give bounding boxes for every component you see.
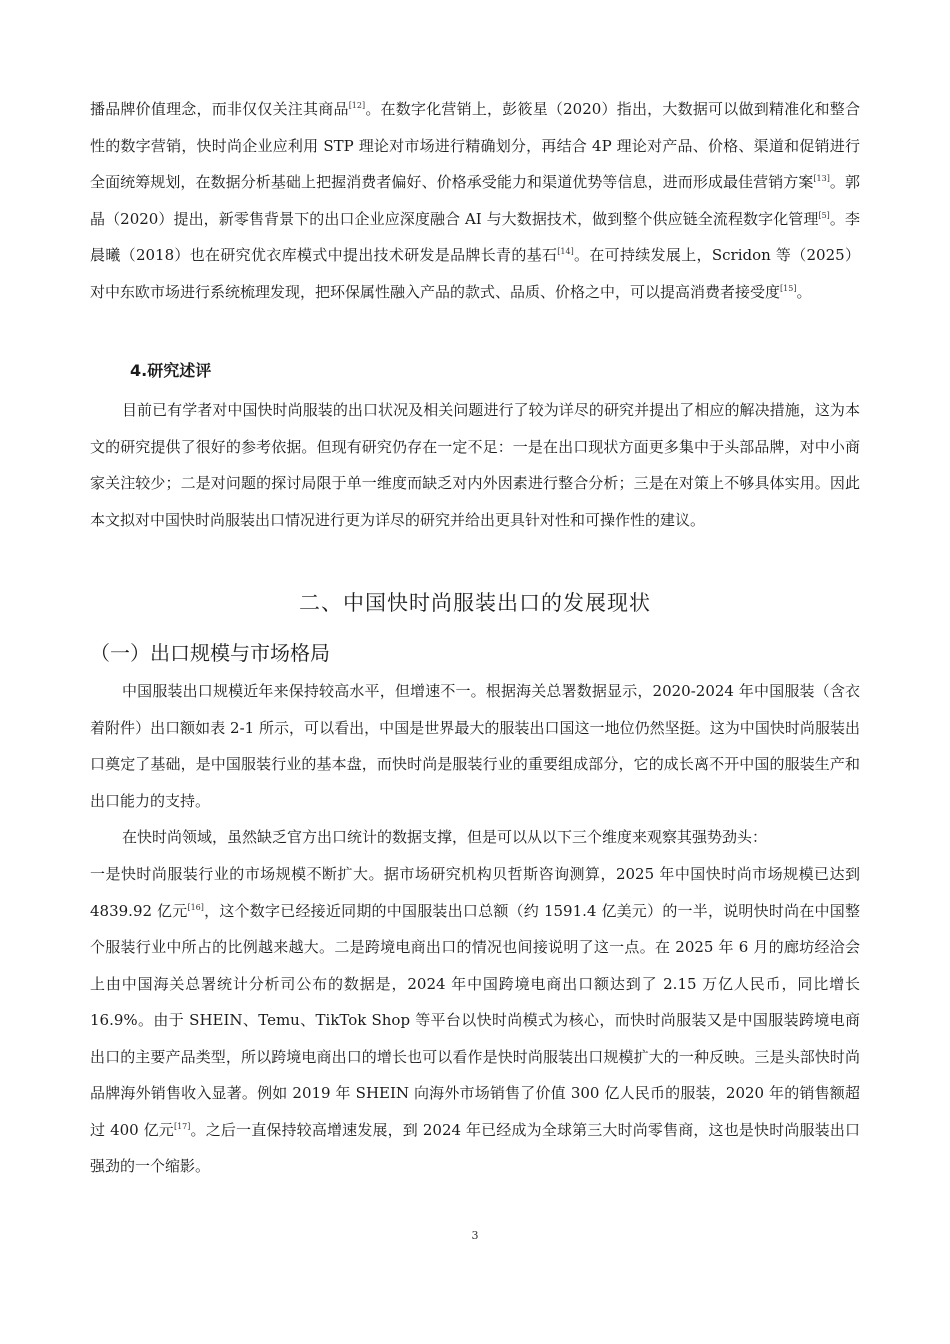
paragraph-text: 。在可持续发展上，Scridon 等（2025）对中东欧市场进行系统梳理发现，把环保属性融入产品的款式、品质、价格之中，可以提高消费者接受度 bbox=[90, 246, 860, 301]
paragraph-text: 。 bbox=[796, 282, 812, 301]
paragraph-text: 播品牌价值理念，而非仅仅关注其商品 bbox=[90, 100, 349, 118]
fast-fashion-detail-paragraph bbox=[90, 856, 860, 1185]
section-heading: （一）出口规模与市场格局 bbox=[90, 641, 330, 665]
chapter-title: 二、中国快时尚服装出口的发展现状 bbox=[299, 591, 651, 615]
citation-ref: [17] bbox=[173, 1121, 191, 1131]
citation-ref: [14] bbox=[557, 247, 574, 256]
export-scale-paragraph: 中国服装出口规模近年来保持较高水平，但增速不一。根据海关总署数据显示，2020-2024 年中国服装（含衣着附件）出口额如表 2-1 所示，可以看出，中国是世界最大的服装出口国这一地位仍然坚挺。这为中国快时尚服装出口奠定了基础，是中国服装行业的基本盘，而快时尚是服装行业的重要组成部分，它的成长离不开中国的服装生产和出口能力的支持。 bbox=[90, 682, 860, 810]
paragraph-text: ，这个数字已经接近同期的中国服装出口总额（约 1591.4 亿美元）的一半，说明快时尚在中国整个服装行业中所占的比例越来越大。二是跨境电商出口的情况也间接说明了这一点。在 2025 年 6 月的廊坊经洽会上由中国海关总署统计分析司公布的数据是，2024 年中国跨境电商出口额达到了 2.15 万亿人民币，同比增长 16.9%。由于 SHEIN、Temu、TikTok Shop 等平台以快时尚模式为核心，而快时尚服装又是中国服装跨境电商出口的主要产品类型，所以跨境电商出口的增长也可以看作是快时尚服装出口规模扩大的一种反映。三是头部快时尚品牌海外销售收入显著。例如 2019 年 SHEIN 向海外市场销售了价值 300 亿人民币的服装，2020 年的销售额超过 400 亿元 bbox=[90, 901, 860, 1139]
paragraph-text: 。之后一直保持较高增速发展，到 2024 年已经成为全球第三大时尚零售商，这也是快时尚服装出口强劲的一个缩影。 bbox=[90, 1120, 860, 1175]
paragraph-text: 一是快时尚服装行业的市场规模不断扩大。据市场研究机构贝哲斯咨询测算，2025 年中国快时尚市场规模已达到 4839.92 亿元 bbox=[90, 865, 860, 920]
fast-fashion-lead-paragraph: 在快时尚领域，虽然缺乏官方出口统计的数据支撑，但是可以从以下三个维度来观察其强势劲头： bbox=[122, 828, 768, 846]
page-number: 3 bbox=[471, 1229, 479, 1242]
paragraph-text: 。李晨曦（2018）也在研究优衣库模式中提出技术研发是品牌长青的基石 bbox=[90, 209, 860, 264]
subsection-heading: 4.研究述评 bbox=[130, 361, 212, 380]
paragraph-text: 。在数字化营销上，彭筱星（2020）指出，大数据可以做到精准化和整合性的数字营销，快时尚企业应利用 STP 理论对市场进行精确划分，再结合 4P 理论对产品、价格、渠道和促销进行全面统筹规划，在数据分析基础上把握消费者偏好、价格承受能力和渠道优势等信息，进而形成最佳营销方案 bbox=[90, 100, 860, 191]
paragraph-text: 。郭晶（2020）提出，新零售背景下的出口企业应深度融合 AI 与大数据技术，做到整个供应链全流程数字化管理 bbox=[90, 173, 860, 228]
review-summary-paragraph: 目前已有学者对中国快时尚服装的出口状况及相关问题进行了较为详尽的研究并提出了相应的解决措施，这为本文的研究提供了很好的参考依据。但现有研究仍存在一定不足：一是在出口现状方面更多集中于头部品牌，对中小商家关注较少；二是对问题的探讨局限于单一维度而缺乏对内外因素进行整合分析；三是在对策上不够具体实用。因此本文拟对中国快时尚服装出口情况进行更为详尽的研究并给出更具针对性和可操作性的建议。 bbox=[90, 401, 860, 529]
citation-ref: [12] bbox=[348, 101, 366, 110]
literature-review-paragraph bbox=[90, 91, 860, 310]
citation-ref: [13] bbox=[813, 174, 830, 183]
citation-ref: [5] bbox=[818, 210, 830, 220]
citation-ref: [16] bbox=[187, 902, 204, 912]
citation-ref: [15] bbox=[780, 283, 797, 293]
